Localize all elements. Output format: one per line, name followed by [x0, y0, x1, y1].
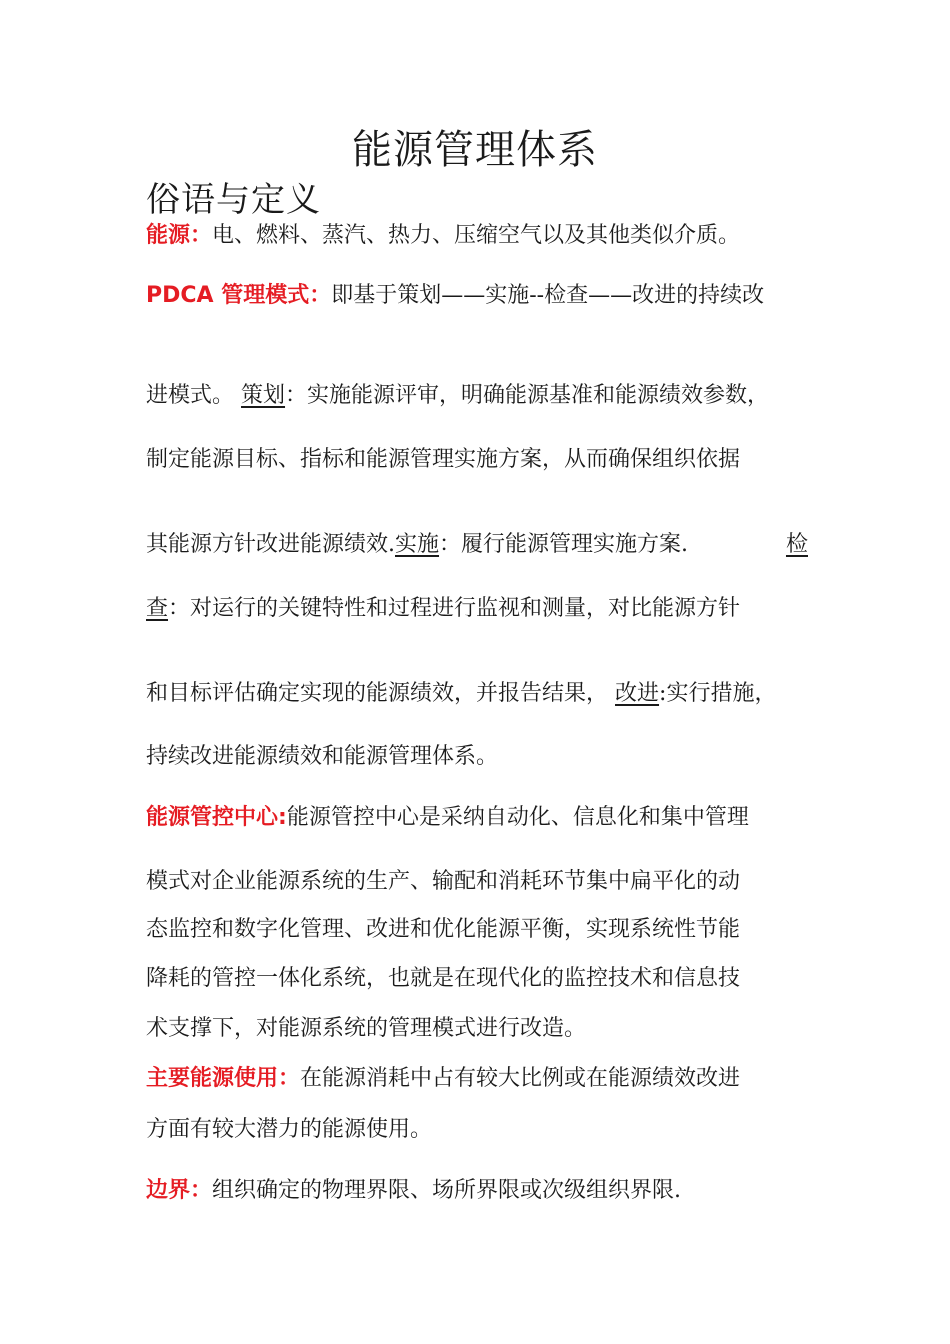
- check-label-part-2: 查: [146, 596, 169, 621]
- pdca-line-2-start: 进模式。: [146, 383, 235, 408]
- plan-label: 策划: [241, 383, 286, 408]
- definition-energy-text: 电、燃料、蒸汽、热力、压缩空气以及其他类似介质。: [212, 223, 741, 248]
- definition-main-use-text: 在能源消耗中占有较大比例或在能源绩效改进: [300, 1066, 741, 1091]
- term-energy: 能源：: [146, 223, 213, 248]
- pdca-line-4: [146, 529, 808, 561]
- pdca-line-3: 制定能源目标、指标和能源管理实施方案，从而确保组织依据: [146, 447, 741, 472]
- pdca-line-4-start: 其能源方针改进能源绩效.: [146, 532, 395, 557]
- do-label: 实施: [395, 532, 440, 557]
- control-center-line: 模式对企业能源系统的生产、输配和消耗环节集中扁平化的动: [146, 869, 741, 894]
- act-text: :实行措施，: [659, 681, 777, 706]
- definition-pdca: [146, 280, 826, 312]
- main-use-line-2: 方面有较大潜力的能源使用。: [146, 1117, 433, 1142]
- definition-control-center: [146, 802, 826, 834]
- control-center-line: 术支撑下，对能源系统的管理模式进行改造。: [146, 1016, 587, 1041]
- check-text: ：对运行的关键特性和过程进行监视和测量，对比能源方针: [168, 596, 741, 621]
- control-center-line: 态监控和数字化管理、改进和优化能源平衡，实现系统性节能: [146, 917, 741, 942]
- check-label-part-1: 检: [785, 532, 808, 557]
- term-pdca: PDCA 管理模式：: [146, 283, 332, 308]
- definition-energy: [146, 220, 826, 252]
- definition-boundary: [146, 1175, 826, 1207]
- plan-text: ：实施能源评审，明确能源基准和能源绩效参数，: [285, 383, 770, 408]
- control-center-line: 降耗的管控一体化系统，也就是在现代化的监控技术和信息技: [146, 966, 741, 991]
- pdca-line-7: 持续改进能源绩效和能源管理体系。: [146, 744, 499, 769]
- pdca-line-6: [146, 678, 826, 710]
- do-text: ：履行能源管理实施方案.: [439, 532, 689, 557]
- document-title: 能源管理体系: [352, 127, 598, 173]
- act-label: 改进: [615, 681, 660, 706]
- pdca-line-5: [146, 593, 826, 625]
- definition-main-use: [146, 1063, 826, 1095]
- term-boundary: 边界：: [146, 1178, 213, 1203]
- section-heading: 俗语与定义: [146, 180, 321, 220]
- definition-pdca-text: 即基于策划——实施--检查——改进的持续改: [331, 283, 765, 308]
- pdca-line-2: [146, 380, 826, 412]
- pdca-line-6-start: 和目标评估确定实现的能源绩效，并报告结果，: [146, 681, 609, 706]
- definition-boundary-text: 组织确定的物理界限、场所界限或次级组织界限.: [212, 1178, 682, 1203]
- definition-control-center-text: 能源管控中心是采纳自动化、信息化和集中管理: [286, 805, 749, 830]
- term-control-center: 能源管控中心:: [146, 805, 287, 830]
- term-main-use: 主要能源使用：: [146, 1066, 301, 1091]
